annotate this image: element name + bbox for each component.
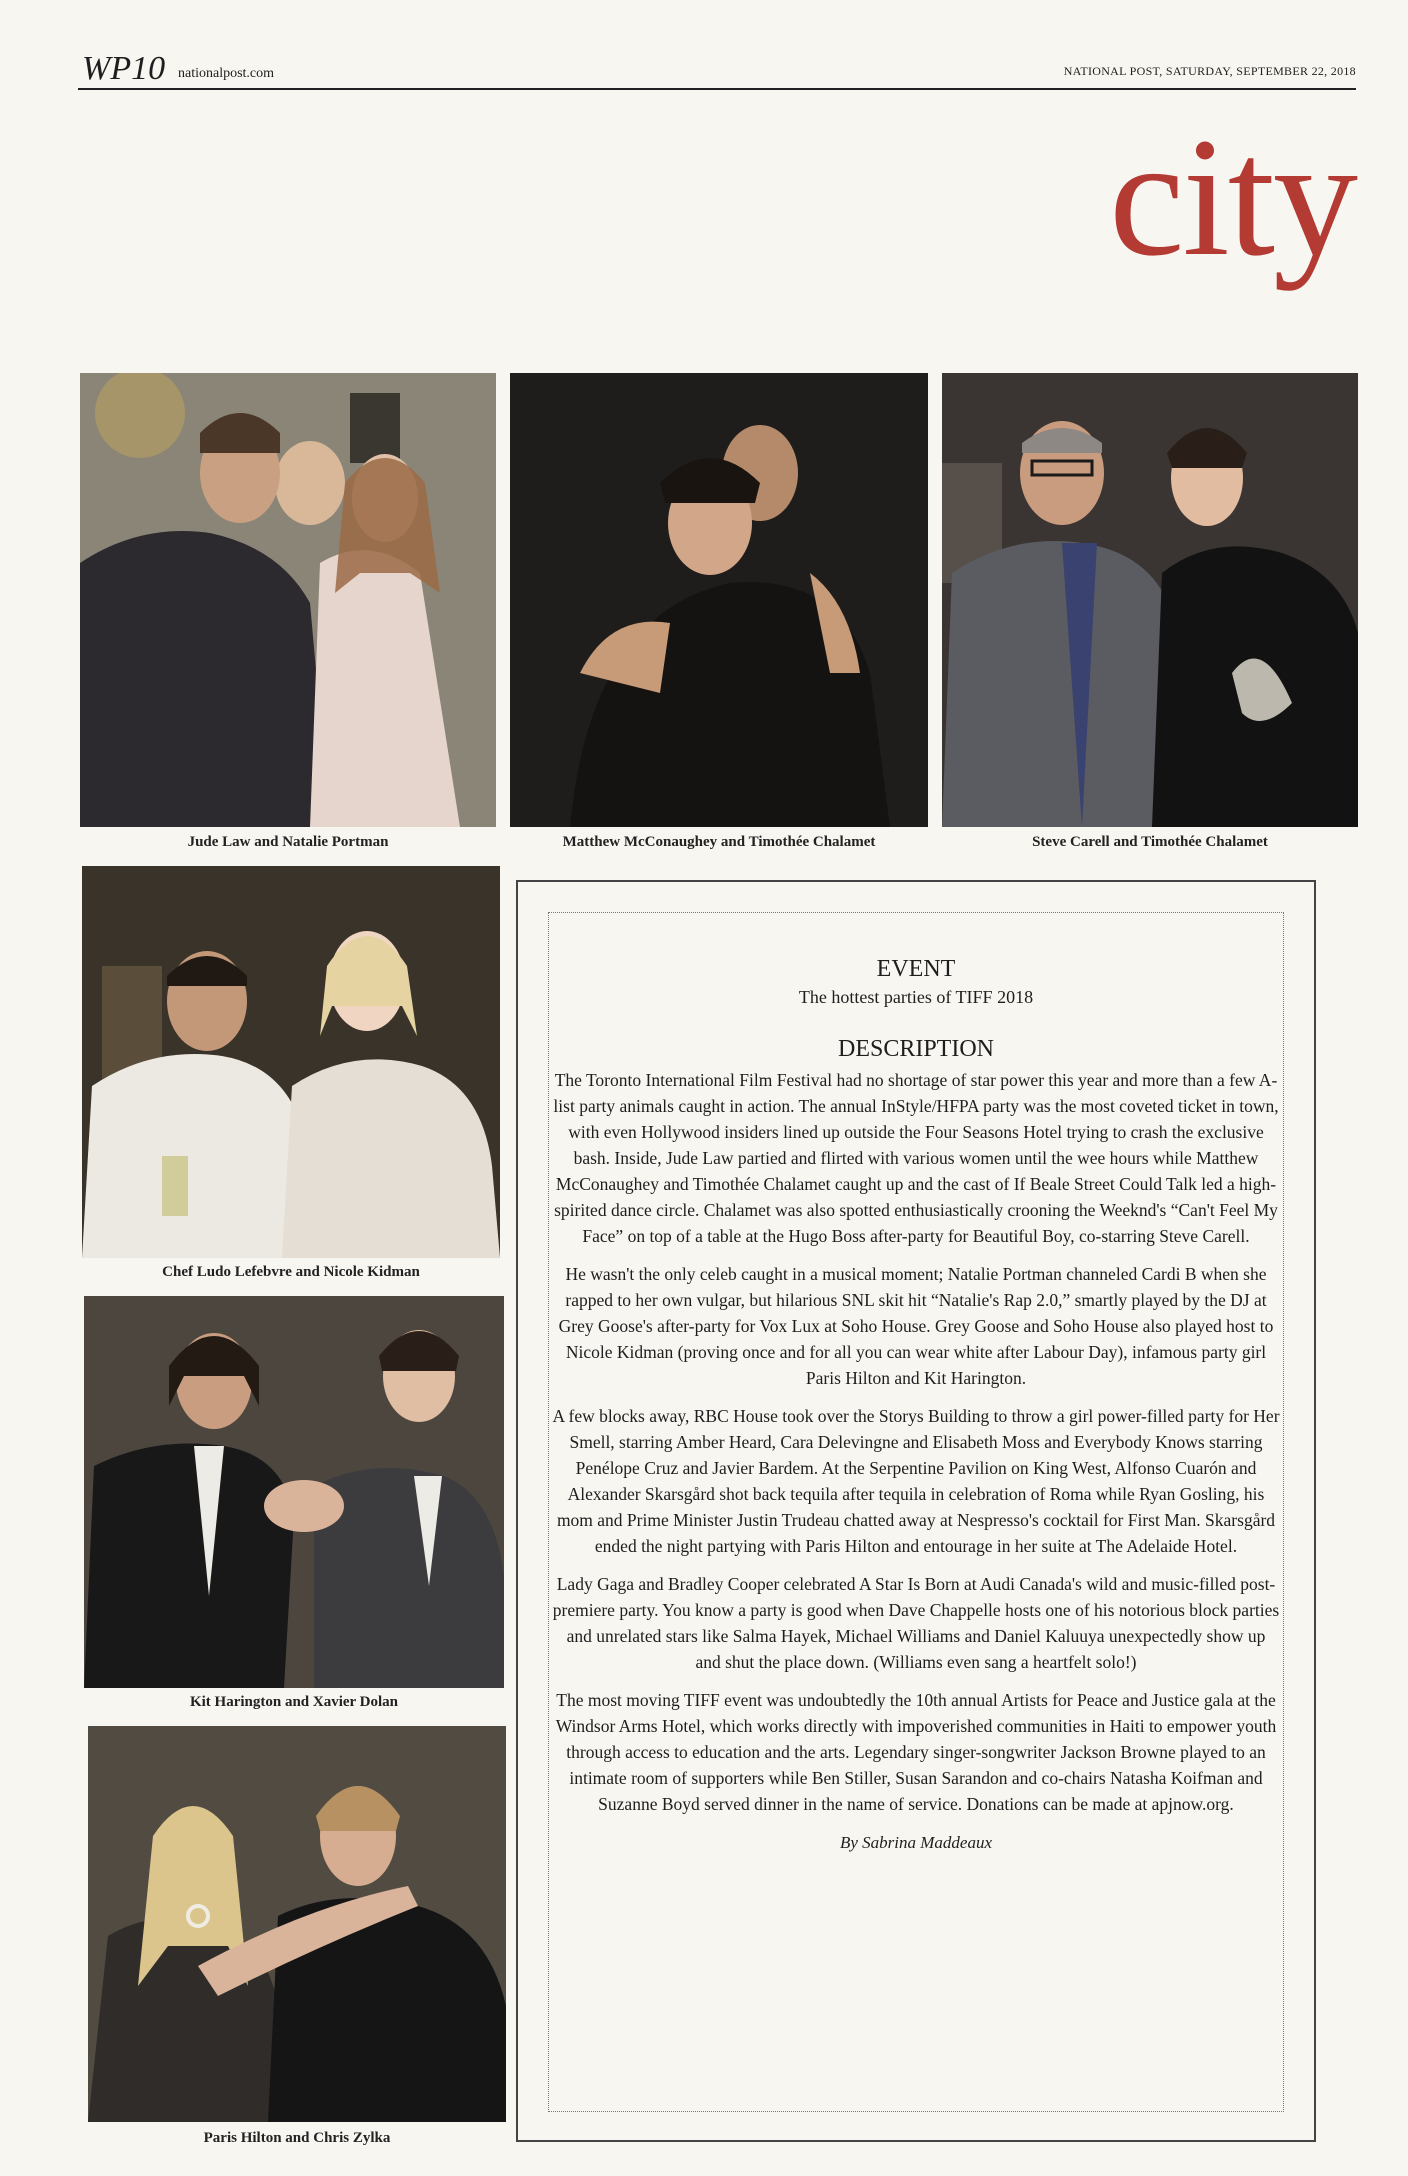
masthead [78,48,1356,90]
page-number: WP10 [82,50,166,87]
site-url: nationalpost.com [178,66,275,81]
photo-harington-dolan [84,1296,504,1688]
caption-photo-3: Steve Carell and Timothée Chalamet [1032,834,1268,850]
dateline: NATIONAL POST, SATURDAY, SEPTEMBER 22, 2018 [1063,64,1356,78]
caption-photo-1: Jude Law and Natalie Portman [187,834,389,850]
caption-photo-5: Kit Harington and Xavier Dolan [189,1694,399,1710]
caption-photo-6: Paris Hilton and Chris Zylka [203,2130,391,2146]
photo-jude-law-natalie-portman [80,373,496,827]
article-deck: The hottest parties of TIFF 2018 [798,987,1034,1007]
article-subhead: DESCRIPTION [837,1036,994,1062]
section-title: city [1109,103,1356,291]
article-box [516,880,1316,2142]
article-byline: By Sabrina Maddeaux [839,1833,993,1852]
caption-photo-4: Chef Ludo Lefebvre and Nicole Kidman [162,1264,420,1280]
article-kicker: EVENT [876,956,956,982]
article-paragraph: The Toronto International Film Festival had no shortage of star power this year and more than a few A-list party animals caught in action. The annual InStyle/HFPA party was the most coveted ticket in town, with even Hollywood insiders lined up outside the Four Seasons Hotel trying to crash the exclusive bash. Inside, Jude Law partied and flirted with various women until the wee hours while Matthew McConaughey and Timothée Chalamet caught up and the cast of If Beale Street Could Talk led a high-spirited dance circle. Chalamet was also spotted enthusiastically crooning the Weeknd's “Can't Feel My Face” on top of a table at the Hugo Boss after-party for Beautiful Boy, co-starring Steve Carell. [553,1070,1279,1246]
article-paragraph: He wasn't the only celeb caught in a musical moment; Natalie Portman channeled Cardi B when she rapped to her own vulgar, but hilarious SNL skit hit “Natalie's Rap 2.0,” smartly played by the DJ at Grey Goose's after-party for Vox Lux at Soho House. Grey Goose and Soho House also played host to Nicole Kidman (proving once and for all you can wear white after Labour Day), infamous party girl Paris Hilton and Kit Harington. [558,1264,1274,1388]
caption-photo-2: Matthew McConaughey and Timothée Chalamet [562,834,876,850]
article-content [552,956,1280,1853]
photo-lefebvre-kidman [82,866,500,1258]
article-paragraph: Lady Gaga and Bradley Cooper celebrated A Star Is Born at Audi Canada's wild and music-filled post-premiere party. You know a party is good when Dave Chappelle hosts one of his notorious block parties and unrelated stars like Salma Hayek, Michael Williams and Daniel Kaluuya unexpectedly show up and shut the place down. (Williams even sang a heartfelt solo!) [552,1574,1280,1672]
photo-mcconaughey-chalamet [510,373,928,827]
photo-hilton-zylka [88,1726,506,2122]
photo-carell-chalamet [942,373,1358,827]
article-paragraph: The most moving TIFF event was undoubtedly the 10th annual Artists for Peace and Justice gala at the Windsor Arms Hotel, which works directly with impoverished communities in Haiti to empower youth through access to education and the arts. Legendary singer-songwriter Jackson Browne played to an intimate room of supporters while Ben Stiller, Susan Sarandon and co-chairs Natasha Koifman and Suzanne Boyd served dinner in the name of service. Donations can be made at apjnow.org. [555,1690,1277,1814]
article-paragraph: A few blocks away, RBC House took over the Storys Building to throw a girl power-filled party for Her Smell, starring Amber Heard, Cara Delevingne and Elisabeth Moss and Everybody Knows starring Penélope Cruz and Javier Bardem. At the Serpentine Pavilion on King West, Alfonso Cuarón and Alexander Skarsgård shot back tequila after tequila in celebration of Roma while Ryan Gosling, his mom and Prime Minister Justin Trudeau chatted away at Nespresso's cocktail for First Man. Skarsgård ended the night partying with Paris Hilton and entourage in her suite at The Adelaide Hotel. [552,1406,1280,1556]
